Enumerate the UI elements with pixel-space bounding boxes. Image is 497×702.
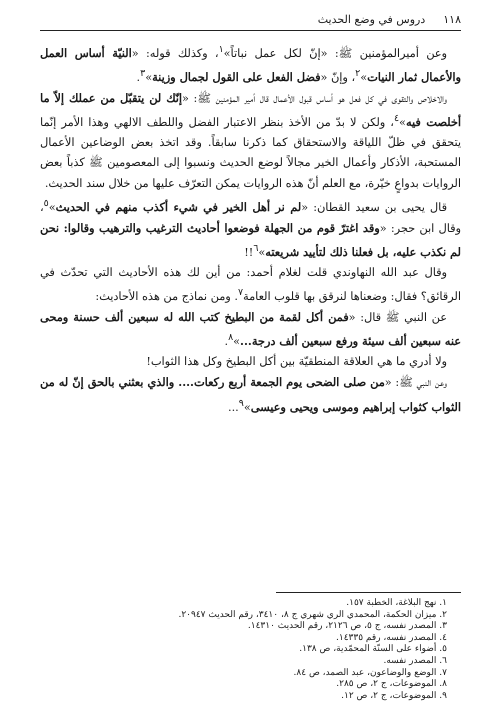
- footnote: ٧. الوضع والوضاعون، عبد الصمد، ص ٨٤.: [293, 667, 447, 678]
- text: والاخلاص والتقوى في كل فعل هو أساس قبول الأعمال قال أمير المؤمنين ﷺ: «: [182, 91, 447, 105]
- page-number: ١١٨: [443, 12, 461, 26]
- footnote: ٦. المصدر نفسه.: [383, 655, 447, 666]
- footnote-rule: [276, 592, 461, 593]
- text: ، وكذلك قوله: «: [131, 46, 219, 60]
- text: . ومن نماذج من هذه الأحاديث:: [95, 289, 238, 303]
- text: عن النبي ﷺ قال: «: [348, 311, 448, 325]
- footnote-ref[interactable]: ٢: [355, 67, 361, 79]
- text: وقال عبد الله النهاوندي قلت لغلام أحمد: من أين لك هذه الأحاديث التي تحدّث في الرقائق؟ فقال: وضعناها لنرقق بها قلوب العامة: [40, 265, 461, 303]
- footnote-ref[interactable]: ٤: [393, 113, 400, 125]
- hadith-quote: النيّة أساس العمل والأعمال ثمار النيات: [40, 45, 461, 84]
- paragraph-6: ولا أدري ما هي العلاقة المنطقيّة بين أكل البطيخ وكل هذا الثواب!: [146, 355, 447, 369]
- footnotes: [120, 598, 461, 702]
- footnote: ٢. ميزان الحكمة، المحمدي الري شهري ج ٨، ٣٤١٠، رقم الحديث ٢٠٩٤٧.: [178, 609, 447, 620]
- text: »: [258, 245, 266, 259]
- text: .: [136, 70, 141, 84]
- footnote: ٣. المصدر نفسه، ج ٥، ص ٢١٢٦، رقم الحديث ١٤٣١٠.: [247, 621, 447, 632]
- text: »: [399, 115, 406, 129]
- running-title: دروس في وضع الحديث: [317, 12, 426, 26]
- header-rule: [40, 30, 461, 31]
- hadith-quote: فضل الفعل على القول لجمال وزينة: [152, 69, 321, 84]
- footnote-ref[interactable]: ٧: [237, 287, 244, 299]
- text: ، وقال ابن حجر: «: [40, 200, 461, 235]
- footnote-ref[interactable]: ٥: [43, 197, 49, 209]
- text: .: [224, 335, 229, 348]
- text: »: [243, 400, 251, 414]
- main-text: [40, 40, 461, 418]
- text: قال يحيى بن سعيد القطان: «: [301, 200, 447, 214]
- text: »: [360, 70, 368, 84]
- paragraph-2: [40, 88, 461, 194]
- paragraph-1: [40, 40, 461, 88]
- footnote-ref[interactable]: ٨: [228, 332, 234, 344]
- text: ، وإنّ «: [320, 70, 356, 84]
- text: !!: [244, 245, 254, 259]
- running-header: [40, 8, 461, 30]
- text: وعن النبي ﷺ: «: [384, 376, 447, 390]
- hadith-quote: إنّك لن يتقبّل من عملك إلاّ ما أخلصت فيه: [40, 90, 461, 129]
- footnote: ٩. الموضوعات، ج ٢، ص ١٢.: [341, 690, 447, 701]
- footnote: ٨. الموضوعات، ج ٢، ص ٢٨٥.: [336, 679, 447, 690]
- hadith-quote: لم نر أهل الخير في شيء أكذب منهم في الحديث: [55, 199, 302, 214]
- hadith-quote: فمن أكل لقمة من البطيخ كتب الله له سبعين ألف حسنة ومحى عنه سبعين ألف سيئة ورفع سبعين ألف درجة...: [40, 310, 461, 348]
- footnote: ١. نهج البلاغة، الخطبة ١٥٧.: [346, 598, 447, 608]
- text: »: [233, 335, 241, 348]
- footnote-ref[interactable]: ٩: [238, 397, 244, 409]
- paragraph-5: [40, 307, 461, 352]
- paragraph-3: [40, 194, 461, 263]
- text: ، ولكن لا بدّ من الأخذ بنظر الاعتبار الفضل واللطف الالهي وهذا الأمر إنّما يتحقق في ظلّ اللياقة والاستحقاق كما ذكرنا سابقاً. وقد اتخذ بعض الوضاعين الأعمال المستحبة، الأذكار وأعمال الخير مجالاً لوضع الحديث ونسبوا إلى المعصومين ﷺ كذباً بعض الروايات بدواعٍ خيّرة، مع العلم أنّ هذه الروايات يمكن التعرّف عليها من خلال سند الحديث.: [40, 115, 461, 190]
- paragraph-4: [40, 263, 461, 307]
- text: وعن أميرالمؤمنين ﷺ: «إنّ لكل عمل نباتاً»: [223, 46, 447, 60]
- paragraph-7: [40, 372, 461, 417]
- footnote: ٥. أضواء على السنّة المحمّدية، ص ١٣٨.: [299, 644, 447, 655]
- footnote-ref[interactable]: ٣: [140, 67, 146, 79]
- text: »: [145, 70, 153, 84]
- hadith-quote: من صلى الضحى يوم الجمعة أربع ركعات.... والذي بعثني بالحق إنّ له من الثواب كثواب إبراهيم وموسى ويحيى وعيسى: [40, 375, 461, 414]
- hadith-quote: وقد اغترّ قوم من الجهلة فوضعوا أحاديث الترغيب والترهيب وقالوا: نحن لم نكذب عليه، بل فعلنا ذلك لتأييد شريعته: [40, 220, 461, 259]
- footnote-ref[interactable]: ٦: [253, 242, 259, 254]
- footnote-ref[interactable]: ١: [218, 44, 224, 55]
- text: ...: [227, 400, 239, 414]
- text: »: [48, 200, 56, 214]
- footnote: ٤. المصدر نفسه، رقم ١٤٣٣٥.: [336, 632, 447, 643]
